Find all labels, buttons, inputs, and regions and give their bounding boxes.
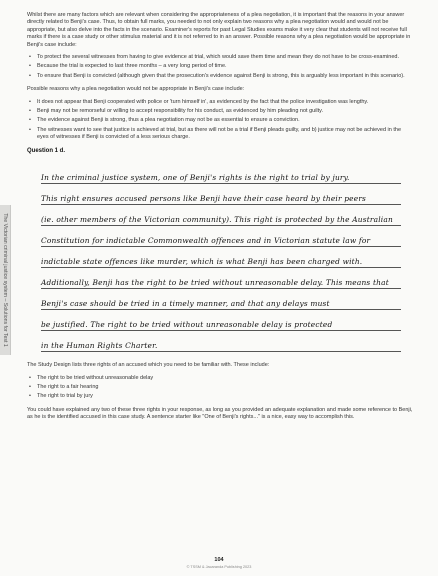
side-tab-label: The Victorian criminal justice system – Solutions for Test 1 [2, 213, 8, 347]
intro-paragraph: Whilst there are many factors which are relevant when considering the appropriateness of a plea negotiation, it is important that the reasons in your answer directly related to Benji's case. Thus, to obtain full marks, you needed to not only explain two reasons why a plea negotiation would and would not be appropriate, but also delve into the facts in the scenario. Examiner's reports for past Legal Studies exams make it very clear that students will not receive full marks if there is a case study or other stimulus material and it is not referred to in an answer. Possible reasons why a plea negotiation would be appropriate in Benji's case include: [27, 12, 411, 48]
handwritten-line [41, 289, 401, 310]
list-item: • The right to be tried without unreasonable delay [27, 375, 413, 382]
page-content [27, 12, 413, 427]
handwritten-text: indictable state offences like murder, which is what Benji has been charged with. [41, 256, 363, 266]
list-item: • The right to trial by jury [27, 393, 413, 400]
handwritten-answer [41, 163, 401, 352]
chapter-side-tab [0, 205, 11, 355]
page-number: 104 [214, 557, 224, 563]
list-item: • To ensure that Benji is convicted (although given that the prosecution's evidence against Benji is strong, this is arguably less important in this scenario). [27, 73, 413, 80]
appropriate-reasons-list [27, 54, 413, 80]
footer-copyright: © TSSM & Jacaranda Publishing 2023 [186, 565, 252, 569]
list-item: • To protect the several witnesses from having to give evidence at trial, which would save them time and mean they do not have to be cross-examined. [27, 54, 413, 61]
handwritten-text: This right ensures accused persons like Benji have their case heard by their peers [41, 193, 367, 203]
handwritten-text: Benji's case should be tried in a timely manner, and that any delays must [41, 298, 330, 308]
list-item: • The evidence against Benji is strong, thus a plea negotiation may not be as essential to ensure a conviction. [27, 117, 413, 124]
handwritten-line [41, 268, 401, 289]
study-design-rights-list [27, 375, 413, 401]
study-design-paragraph: The Study Design lists three rights of an accused which you need to be familiar with. These include: [27, 362, 270, 369]
handwritten-line [41, 226, 401, 247]
list-item: • The right to a fair hearing [27, 384, 413, 391]
not-appropriate-reasons-list [27, 99, 413, 142]
list-item: • Because the trial is expected to last three months – a very long period of time. [27, 63, 413, 70]
list-item: • Benji may not be remorseful or willing to accept responsibility for his conduct, as evidenced by him pleading not guilty. [27, 108, 413, 115]
handwritten-line [41, 310, 401, 331]
handwritten-text: be justified. The right to be tried without unreasonable delay is protected [41, 319, 333, 329]
handwritten-line [41, 247, 401, 268]
handwritten-text: (ie. other members of the Victorian community). This right is protected by the Australian [41, 214, 393, 224]
handwritten-text: in the Human Rights Charter. [41, 340, 158, 350]
not-appropriate-heading: Possible reasons why a plea negotiation would not be appropriate in Benji's case include: [27, 86, 245, 93]
handwritten-text: Constitution for indictable Commonwealth offences and in Victorian statute law for [41, 235, 371, 245]
closing-paragraph: You could have explained any two of these three rights in your response, as long as you provided an adequate explanation and made some reference to Benji, as he is the identified accused in this case study. A sentence starter like "One of Benji's rights..." is a nice, easy way to accomplish this. [27, 406, 413, 421]
question-title: Question 1 d. [27, 147, 66, 154]
list-item: • It does not appear that Benji cooperated with police or 'turn himself in', as evidenced by the fact that the police investigation was lengthy. [27, 99, 413, 106]
handwritten-line [41, 163, 401, 184]
list-item: • The witnesses want to see that justice is achieved at trial, but as there will not be a trial if Benji pleads guilty, and b) justice may not be achieved in the eyes of witnesses if Benji is convicted of a less serious charge. [27, 127, 413, 142]
handwritten-line [41, 331, 401, 352]
handwritten-line [41, 184, 401, 205]
handwritten-text: In the criminal justice system, one of Benji's rights is the right to trial by jury. [41, 172, 350, 182]
handwritten-line [41, 205, 401, 226]
handwritten-text: Additionally, Benji has the right to be tried without unreasonable delay. This means that [41, 277, 389, 287]
